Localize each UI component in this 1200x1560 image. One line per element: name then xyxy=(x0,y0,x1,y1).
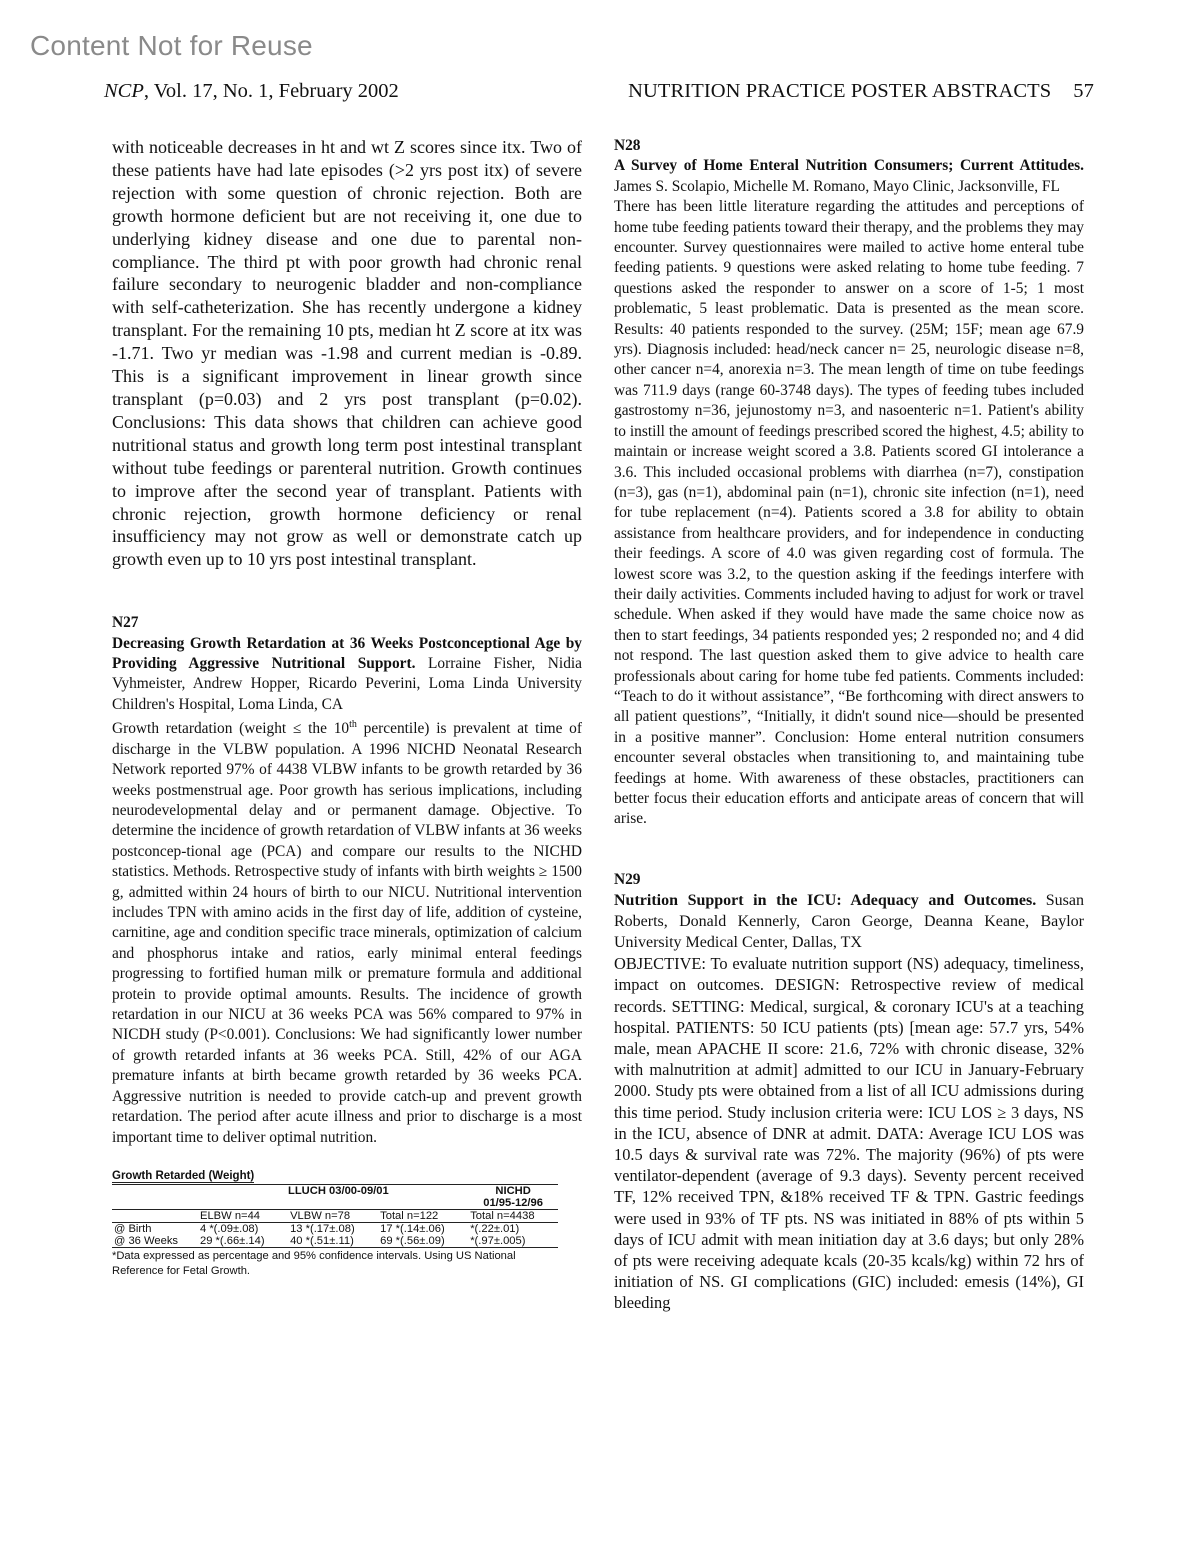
abstract-n28 xyxy=(614,136,1084,830)
superscript-th: th xyxy=(349,719,357,731)
table-cell: 40 *(.51±.11) xyxy=(290,1234,354,1247)
journal-citation xyxy=(104,80,399,103)
abstract-authors: Susan Roberts, Donald Kennerly, Caron George, Deanna Keane, Baylor University Medical Center, Dallas, TX xyxy=(614,892,1085,952)
right-column xyxy=(614,136,1084,1314)
abstract-body: There has been little literature regarding the attitudes and perceptions of home tube feeding patients toward their therapy, and the problems they may encounter. Survey questionnaires were mailed to active home enteral tube feeding patients. 9 questions were asked relating to home tube feeding. 7 questions asked the responder to answer on a score of 1-5; 1 most problematic, 5 least problematic. Data is presented as the mean score. Results: 40 patients responded to the survey. (25M; 15F; mean age 67.9 yrs). Diagnosis included: head/neck cancer n= 25, neurologic disease n=8, other cancer n=4, anorexia n=3. The mean length of time on tube feedings was 711.9 days (range 60-3748 days). The types of feeding tubes included gastrostomy n=36, jejunostomy n=3, and nasoenteric n=1. Patient's ability to instill the amount of feedings prescribed scored the highest, 4.5; ability to maintain or increase weight scored a 3.8. Patients scored GI intolerance a 3.6. This included occasional problems with diarrhea (n=7), constipation (n=3), gas (n=1), abdominal pain (n=1), chronic site infection (n=1), need for tube replacement (n=4). Patients scored a 3.8 for ability to obtain assistance from healthcare providers, and for independence in conducting their feedings. A score of 4.0 was given regarding cost of formula. The lowest score was 3.2, to the question asking if the feedings interfere with their daily activities. Comments included having to adjust for work or travel schedule. When asked if they would have made the same choice now as then to start feedings, 34 patients responded yes; 2 responded no; and 4 did not respond. The last question asked them to give advice to health care professionals about caring for home tube fed patients. Comments included: “Teach to do it without assistance”, “Be forthcoming with direct answers to all patient questions”, “Initially, it didn't sound nice—should be presented in a positive manner”. Conclusion: Home enteral nutrition consumers encounter several obstacles when transitioning to, and maintaining tube feedings at home. With awareness of these obstacles, practitioners can better focus their education efforts and anticipate areas of concern that will arise. xyxy=(614,198,1084,828)
abstract-heading xyxy=(614,156,1084,197)
growth-table xyxy=(112,1170,560,1279)
abstract-authors: James S. Scolapio, Michelle M. Romano, Mayo Clinic, Jacksonville, FL xyxy=(614,177,1060,195)
abstract-heading xyxy=(112,634,582,716)
table-cell: 29 *(.66±.14) xyxy=(200,1234,265,1247)
table-cell: 17 *(.14±.06) xyxy=(380,1222,445,1235)
table-header-cell: VLBW n=78 xyxy=(290,1209,351,1222)
journal-issue: , Vol. 17, No. 1, February 2002 xyxy=(143,80,399,102)
section-title: NUTRITION PRACTICE POSTER ABSTRACTS xyxy=(628,80,1052,102)
abstract-title: Decreasing Growth Retardation at 36 Weeks Postconceptional Age by Providing Aggressive Nutritional Support. xyxy=(112,634,582,673)
abstract-id: N27 xyxy=(112,614,139,632)
abstract-id: N28 xyxy=(614,137,641,154)
abstract-authors: Lorraine Fisher, Nidia Vyhmeister, Andrew Hopper, Ricardo Peverini, Loma Linda University Children's Hospital, Loma Linda, CA xyxy=(112,655,582,713)
abstract-n27 xyxy=(112,613,582,1148)
table-header-cell: ELBW n=44 xyxy=(200,1209,261,1222)
table-title: Growth Retarded (Weight) xyxy=(112,1169,255,1182)
abstract-n29 xyxy=(614,870,1084,1314)
table-cell: 69 *(.56±.09) xyxy=(380,1234,445,1247)
abstract-body: OBJECTIVE: To evaluate nutrition support (NS) adequacy, timeliness, impact on outcomes. DESIGN: Retrospective review of medical records. SETTING: Medical, surgical, & coronary ICU's at a teaching hospital. PATIENTS: 50 ICU patients (pts) [mean age: 57.7 yrs, 54% male, mean APACHE II score: 21.6, 72% with chronic disease, 32% with malnutrition at admit] admitted to our ICU in January-February 2000. Study pts were obtained from a list of all ICU admissions during this time period. Study inclusion criteria were: ICU LOS ≥ 3 days, NS in the ICU, absence of DNR at admit. DATA: Average ICU LOS was 10.5 days & survival rate was 72%. The majority (96%) of pts were ventilator-dependent (average of 9.3 days). Seventy percent received TF, 12% received TPN, &18% received TF & TPN. Gastric feedings were used in 93% of TF pts. NS was initiated in 88% of pts within 5 days of ICU admit with mean initiation day at 3.6 days; but only 28% of pts were receiving adequate kcals (20-35 kcals/kg) within 72 hrs of initiation of NS. GI complications (GIC) included: emesis (14%), GI bleeding xyxy=(614,954,1084,1313)
table-cell: 4 *(.09±.08) xyxy=(200,1222,259,1235)
journal-name: NCP xyxy=(104,80,144,102)
table-footnote: *Data expressed as percentage and 95% confidence intervals. Using US National Reference for Fetal Growth. xyxy=(112,1249,516,1277)
table-group-lluch: LLUCH 03/00-09/01 xyxy=(288,1184,389,1197)
section-header xyxy=(628,80,1094,103)
table-header-cell: Total n=122 xyxy=(380,1209,439,1222)
table-header-cell: Total n=4438 xyxy=(470,1209,535,1222)
abstract-id: N29 xyxy=(614,870,641,888)
table-cell: @ Birth xyxy=(114,1222,152,1235)
table-group-nichd-2: 01/95-12/96 xyxy=(483,1196,543,1209)
table-row xyxy=(112,1222,558,1235)
abstract-body xyxy=(112,715,582,1148)
data-table xyxy=(112,1184,558,1248)
body-text-start: Growth retardation (weight ≤ the 10 xyxy=(112,720,350,738)
table-cell: @ 36 Weeks xyxy=(114,1234,179,1247)
body-text-rest: percentile) is prevalent at time of discharge in the VLBW population. A 1996 NICHD Neonatal Research Network reported 97% of 4438 VLBW infants to be growth retarded by 36 weeks postmenstrual age. Poor growth has serious implications, including neurodevelopmental delay and or permanent damage. Objective. To determine the incidence of growth retardation of VLBW infants at 36 weeks postconcep-tional age (PCA) and compare our results to the NICHD statistics. Methods. Retrospective study of infants with birth weights ≥ 1500 g, admitted within 24 hours of birth to our NICU. Nutritional intervention includes TPN with amino acids in the first day of life, addition of cysteine, carnitine, age and condition specific trace minerals, optimization of calcium and phosphorus intake and ratios, early minimal enteral feedings progressing to fortified human milk or premature formula and additional protein to provide optimal amounts. Results. The incidence of growth retardation in our NICU at 36 weeks PCA was 56% compared to 97% in NICDH study (P<0.001). Conclusions: We had significantly lower number of growth retarded infants at 36 weeks PCA. Still, 42% of our AGA premature infants at birth became growth retarded by 36 weeks PCA. Aggressive nutrition is needed to provide catch-up and prevent growth retardation. The period after acute illness and prior to discharge is a most important time to deliver optimal nutrition. xyxy=(112,720,583,1146)
watermark: Content Not for Reuse xyxy=(30,30,313,61)
left-column xyxy=(112,136,582,1279)
table-header-cell xyxy=(112,1209,198,1222)
page-number: 57 xyxy=(1073,80,1094,102)
table-cell: *(.22±.01) xyxy=(470,1222,520,1235)
table-cell: *(.97±.005) xyxy=(470,1234,526,1247)
table-group-nichd-1: NICHD xyxy=(495,1184,531,1197)
abstract-title: Nutrition Support in the ICU: Adequacy and Outcomes. xyxy=(614,892,1037,910)
continued-abstract-text: with noticeable decreases in ht and wt Z scores since itx. Two of these patients have had late episodes (>2 yrs post itx) of severe rejection with some question of chronic rejection. Both are growth hormone deficient but are not receiving it, one due to underlying kidney disease and one due to parental non-compliance. The third pt with poor growth had chronic renal failure secondary to neurogenic bladder and non-compliance with self-catheterization. She has recently undergone a kidney transplant. For the remaining 10 pts, median ht Z score at itx was -1.71. Two yr median was -1.98 and current median is -0.89. This is a significant improvement in linear growth since transplant (p=0.03) and 2 yrs post transplant (p=0.02). Conclusions: This data shows that children can achieve good nutritional status and growth long term post intestinal transplant without tube feedings or parenteral nutrition. Growth continues to improve after the second year of transplant. Patients with chronic rejection, growth hormone deficiency or renal insufficiency may not grow as well or demonstrate catch up growth even up to 10 yrs post intestinal transplant. xyxy=(112,137,582,570)
table-row xyxy=(112,1235,558,1248)
table-cell: 13 *(.17±.08) xyxy=(290,1222,355,1235)
running-head xyxy=(104,80,1094,110)
abstract-title: A Survey of Home Enteral Nutrition Consumers; Current Attitudes. xyxy=(614,157,1084,175)
abstract-heading xyxy=(614,890,1084,953)
